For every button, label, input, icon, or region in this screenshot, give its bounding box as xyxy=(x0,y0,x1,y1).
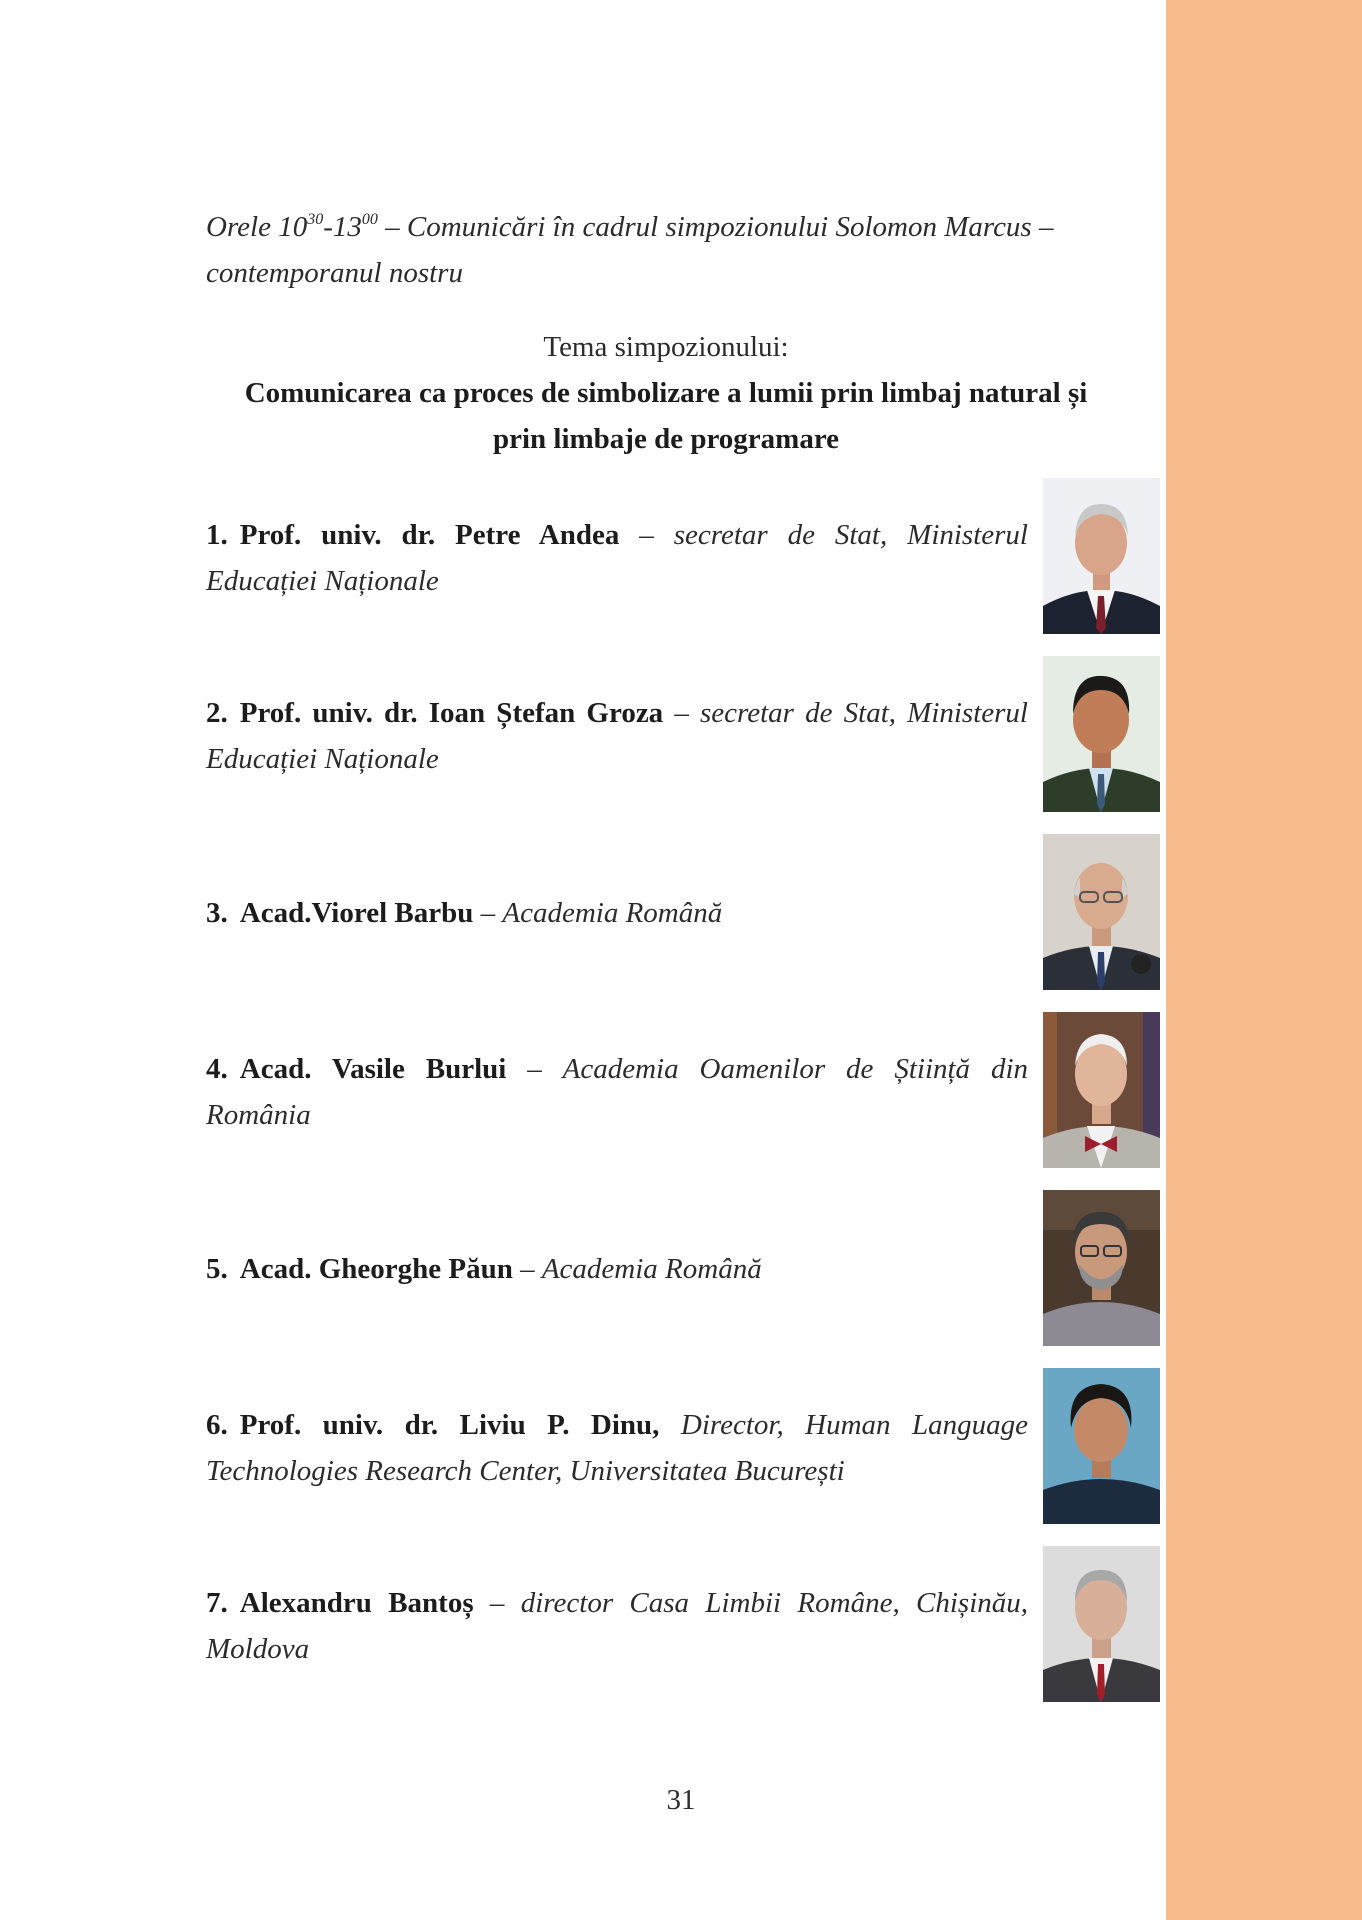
speaker-name: Acad. Vasile Burlui xyxy=(239,1053,507,1085)
speaker-role: Academia Română xyxy=(541,1253,762,1285)
speaker-photo xyxy=(1043,834,1160,990)
speaker-photo xyxy=(1043,1190,1160,1346)
side-color-band xyxy=(1166,0,1362,1920)
speaker-item: 5. Acad. Gheorghe Păun – Academia Română xyxy=(206,1253,762,1285)
symposium-theme-title: Comunicarea ca proces de simbolizare a lumii prin limbaj natural și prin limbaje de programare xyxy=(244,377,1088,455)
speaker-item: 7. Alexandru Bantoș – director Casa Limbii Române, Chișinău, Moldova xyxy=(206,1587,1029,1665)
speaker-role: Academia Română xyxy=(502,897,723,929)
speaker-photo xyxy=(1043,1012,1160,1168)
speaker-role: secretar de Stat, Ministerul Educației Naționale xyxy=(206,697,1028,775)
page-number: 31 xyxy=(666,1784,696,1816)
speaker-name: Acad.Viorel Barbu xyxy=(239,897,474,929)
speaker-item: 6. Prof. univ. dr. Liviu P. Dinu, Director, Human Language Technologies Research Center, Universitatea București xyxy=(206,1409,1028,1487)
symposium-theme-label: Tema simpozionului: xyxy=(543,331,789,363)
speaker-name: Alexandru Bantoș xyxy=(239,1587,474,1619)
speaker-item: 3. Acad.Viorel Barbu – Academia Română xyxy=(206,897,723,929)
speaker-name: Acad. Gheorghe Păun xyxy=(239,1253,513,1285)
speaker-name: Prof. univ. dr. Liviu P. Dinu, xyxy=(239,1409,660,1441)
speaker-role: Director, Human Language Technologies Research Center, Universitatea București xyxy=(206,1409,1028,1487)
speaker-item: 1. Prof. univ. dr. Petre Andea – secretar de Stat, Ministerul Educației Naționale xyxy=(206,519,1028,597)
session-heading: Orele $10^{30}-13^{00}$ – Comunicări în cadrul simpozionului Solomon Marcus – contemporanul nostru xyxy=(206,211,1054,289)
speaker-role: Academia Oamenilor de Știință din România xyxy=(206,1053,1029,1131)
speaker-item: 2. Prof. univ. dr. Ioan Ștefan Groza – secretar de Stat, Ministerul Educației Naționale xyxy=(206,697,1028,775)
speaker-item: 4. Acad. Vasile Burlui – Academia Oamenilor de Știință din România xyxy=(206,1053,1029,1131)
speaker-photo xyxy=(1043,1368,1160,1524)
speaker-role: director Casa Limbii Române, Chișinău, Moldova xyxy=(206,1587,1029,1665)
speaker-photo xyxy=(1043,656,1160,812)
speaker-photo xyxy=(1043,1546,1160,1702)
speaker-photo xyxy=(1043,478,1160,634)
speaker-name: Prof. univ. dr. Ioan Ștefan Groza xyxy=(239,697,664,729)
speaker-role: secretar de Stat, Ministerul Educației Naționale xyxy=(206,519,1028,597)
speaker-name: Prof. univ. dr. Petre Andea xyxy=(239,519,620,551)
